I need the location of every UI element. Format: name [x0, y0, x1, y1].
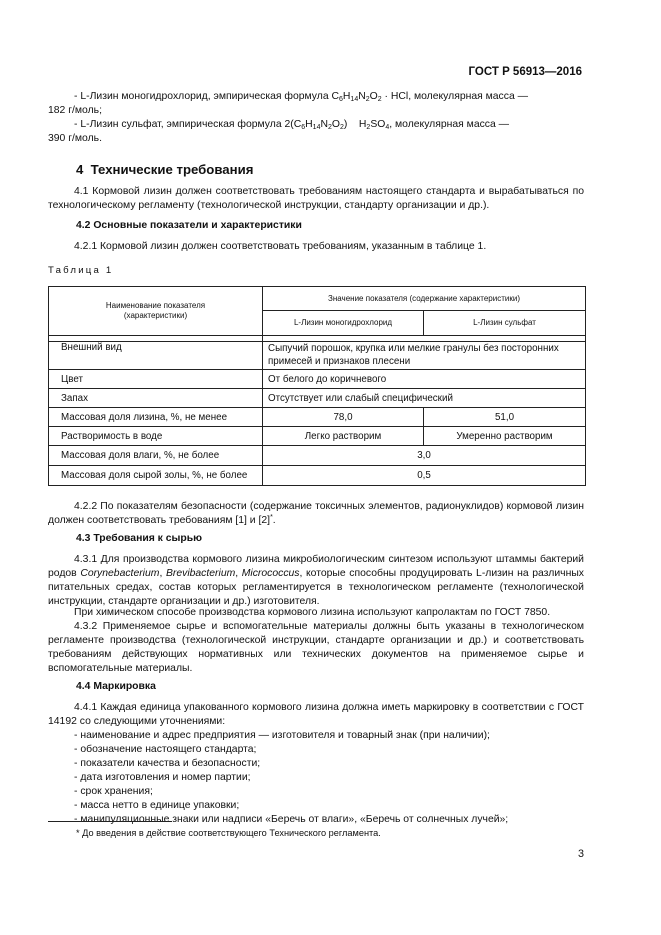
row-value: 0,5	[263, 466, 586, 486]
table-row	[49, 370, 586, 389]
row-name: Массовая доля сырой золы, %, не более	[49, 466, 263, 486]
table-caption: Таблица 1	[48, 265, 114, 276]
table-row	[49, 408, 586, 427]
list-item: - манипуляционные знаки или надписи «Беречь от влаги», «Беречь от солнечных лучей»;	[74, 814, 509, 825]
chemical-method-paragraph: При химическом способе производства кормового лизина используют капролактам по ГОСТ 7850.	[74, 607, 551, 618]
row-name: Цвет	[49, 370, 263, 389]
lysine-sulfate-formula: - L-Лизин сульфат, эмпирическая формула $2(C_6H_{14}N_2O_2)$ $H_2SO_4$, молекулярная масса — 390 г/моль.	[48, 119, 510, 144]
list-item: - наименование и адрес предприятия — изготовителя и товарный знак (при наличии);	[74, 730, 490, 741]
section-4-2-heading: 4.2 Основные показатели и характеристики	[76, 220, 302, 231]
row-value: Сыпучий порошок, крупка или мелкие гранулы без посторонних примесей и признаков плесени	[263, 342, 586, 370]
clause-4-3-1: 4.3.1 Для производства кормового лизина микробиологическим синтезом используют штаммы бактерий родов Corynebacterium, Brevibacterium, Micrococcus, которые способны продуцировать L-лизин на различных питательных средах, состав которых регламентируется в технологическом регламенте (технологической инструкции, стандарте организации и др.) изготовителя.	[48, 554, 584, 607]
row-value: Отсутствует или слабый специфический	[263, 389, 586, 408]
table-row	[49, 389, 586, 408]
row-value-sulfate: Умеренно растворим	[424, 427, 586, 446]
row-value: 3,0	[263, 446, 586, 466]
marking-list	[74, 729, 508, 827]
column-header-sulfate: L-Лизин сульфат	[424, 311, 586, 336]
clause-4-1: 4.1 Кормовой лизин должен соответствовать требованиям настоящего стандарта и вырабатываться по технологическому регламенту (технологической инструкции, стандарту организации и др.).	[48, 186, 584, 211]
column-header-indicator: Наименование показателя (характеристики)	[49, 287, 263, 336]
footnote: * До введения в действие соответствующего Технического регламента.	[76, 828, 381, 838]
clause-4-2-1: 4.2.1 Кормовой лизин должен соответствовать требованиям, указанным в таблице 1.	[74, 241, 487, 252]
section-4-3-heading: 4.3 Требования к сырью	[76, 533, 203, 544]
list-item: - срок хранения;	[74, 786, 153, 797]
section-4-heading: 4 Технические требования	[76, 162, 254, 177]
section-4-4-heading: 4.4 Маркировка	[76, 681, 156, 692]
column-header-value: Значение показателя (содержание характеристики)	[263, 287, 586, 311]
document-code-header: ГОСТ Р 56913—2016	[468, 66, 582, 78]
column-header-hcl: L-Лизин моногидрохлорид	[263, 311, 424, 336]
list-item: - масса нетто в единице упаковки;	[74, 800, 240, 811]
list-item: - обозначение настоящего стандарта;	[74, 744, 257, 755]
row-name: Запах	[49, 389, 263, 408]
table-row	[49, 466, 586, 486]
row-name: Массовая доля влаги, %, не более	[49, 446, 263, 466]
row-value: От белого до коричневого	[263, 370, 586, 389]
row-value-hcl: Легко растворим	[263, 427, 424, 446]
page-number: 3	[577, 848, 584, 860]
clause-4-2-2: 4.2.2 По показателям безопасности (содержание токсичных элементов, радионуклидов) кормовой лизин должен соответствовать требованиям [1] и [2]*.	[48, 501, 584, 526]
list-item: - показатели качества и безопасности;	[74, 758, 261, 769]
table-row	[49, 427, 586, 446]
row-name: Внешний вид	[49, 342, 263, 370]
clause-4-3-2: 4.3.2 Применяемое сырье и вспомогательные материалы должны быть указаны в технологическом регламенте производства (технологической инструкции, стандарте организации и др.) и соответствовать требованиям действующих нормативных или технических документов на применяемое сырье и вспомогательные материалы.	[48, 621, 584, 674]
footnote-divider	[48, 821, 172, 822]
clause-4-4-1: 4.4.1 Каждая единица упакованного кормового лизина должна иметь маркировку в соответствии с ГОСТ 14192 со следующими уточнениями:	[48, 702, 584, 727]
requirements-table	[48, 286, 586, 486]
row-value-sulfate: 51,0	[424, 408, 586, 427]
row-value-hcl: 78,0	[263, 408, 424, 427]
row-name: Растворимость в воде	[49, 427, 263, 446]
lysine-hcl-formula: - L-Лизин моногидрохлорид, эмпирическая формула $C_6H_{14}N_2O_2$ · HCl, молекулярная масса — 182 г/моль;	[48, 91, 528, 116]
row-name: Массовая доля лизина, %, не менее	[49, 408, 263, 427]
table-row	[49, 342, 586, 370]
table-row	[49, 446, 586, 466]
list-item: - дата изготовления и номер партии;	[74, 772, 251, 783]
